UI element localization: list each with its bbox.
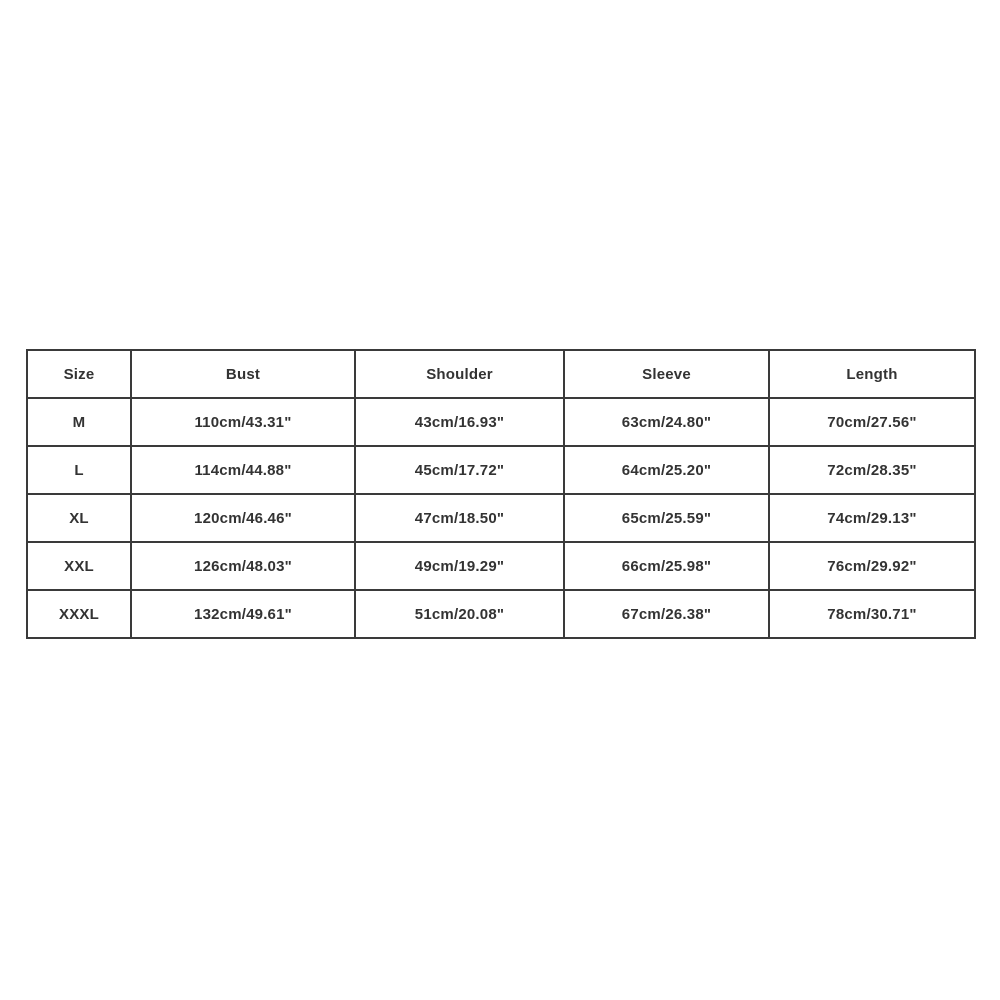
cell-bust: 132cm/49.61": [131, 590, 355, 638]
header-row: [27, 350, 975, 398]
cell-sleeve: 67cm/26.38": [564, 590, 769, 638]
cell-shoulder: 51cm/20.08": [355, 590, 564, 638]
table-row-l: [27, 446, 975, 494]
table-row-xxl: [27, 542, 975, 590]
column-header-size: Size: [27, 350, 131, 398]
cell-size: L: [27, 446, 131, 494]
table-row-xl: [27, 494, 975, 542]
cell-length: 74cm/29.13": [769, 494, 975, 542]
cell-size: XXXL: [27, 590, 131, 638]
cell-bust: 114cm/44.88": [131, 446, 355, 494]
cell-size: M: [27, 398, 131, 446]
cell-shoulder: 47cm/18.50": [355, 494, 564, 542]
cell-size: XL: [27, 494, 131, 542]
table-row-xxxl: [27, 590, 975, 638]
column-header-length: Length: [769, 350, 975, 398]
cell-length: 72cm/28.35": [769, 446, 975, 494]
cell-size: XXL: [27, 542, 131, 590]
column-header-bust: Bust: [131, 350, 355, 398]
cell-sleeve: 64cm/25.20": [564, 446, 769, 494]
cell-length: 76cm/29.92": [769, 542, 975, 590]
cell-sleeve: 65cm/25.59": [564, 494, 769, 542]
cell-length: 70cm/27.56": [769, 398, 975, 446]
cell-sleeve: 63cm/24.80": [564, 398, 769, 446]
cell-shoulder: 43cm/16.93": [355, 398, 564, 446]
table-row-m: [27, 398, 975, 446]
cell-bust: 110cm/43.31": [131, 398, 355, 446]
cell-shoulder: 45cm/17.72": [355, 446, 564, 494]
cell-shoulder: 49cm/19.29": [355, 542, 564, 590]
cell-sleeve: 66cm/25.98": [564, 542, 769, 590]
column-header-sleeve: Sleeve: [564, 350, 769, 398]
cell-length: 78cm/30.71": [769, 590, 975, 638]
cell-bust: 126cm/48.03": [131, 542, 355, 590]
size-chart-table: [26, 349, 976, 639]
cell-bust: 120cm/46.46": [131, 494, 355, 542]
column-header-shoulder: Shoulder: [355, 350, 564, 398]
